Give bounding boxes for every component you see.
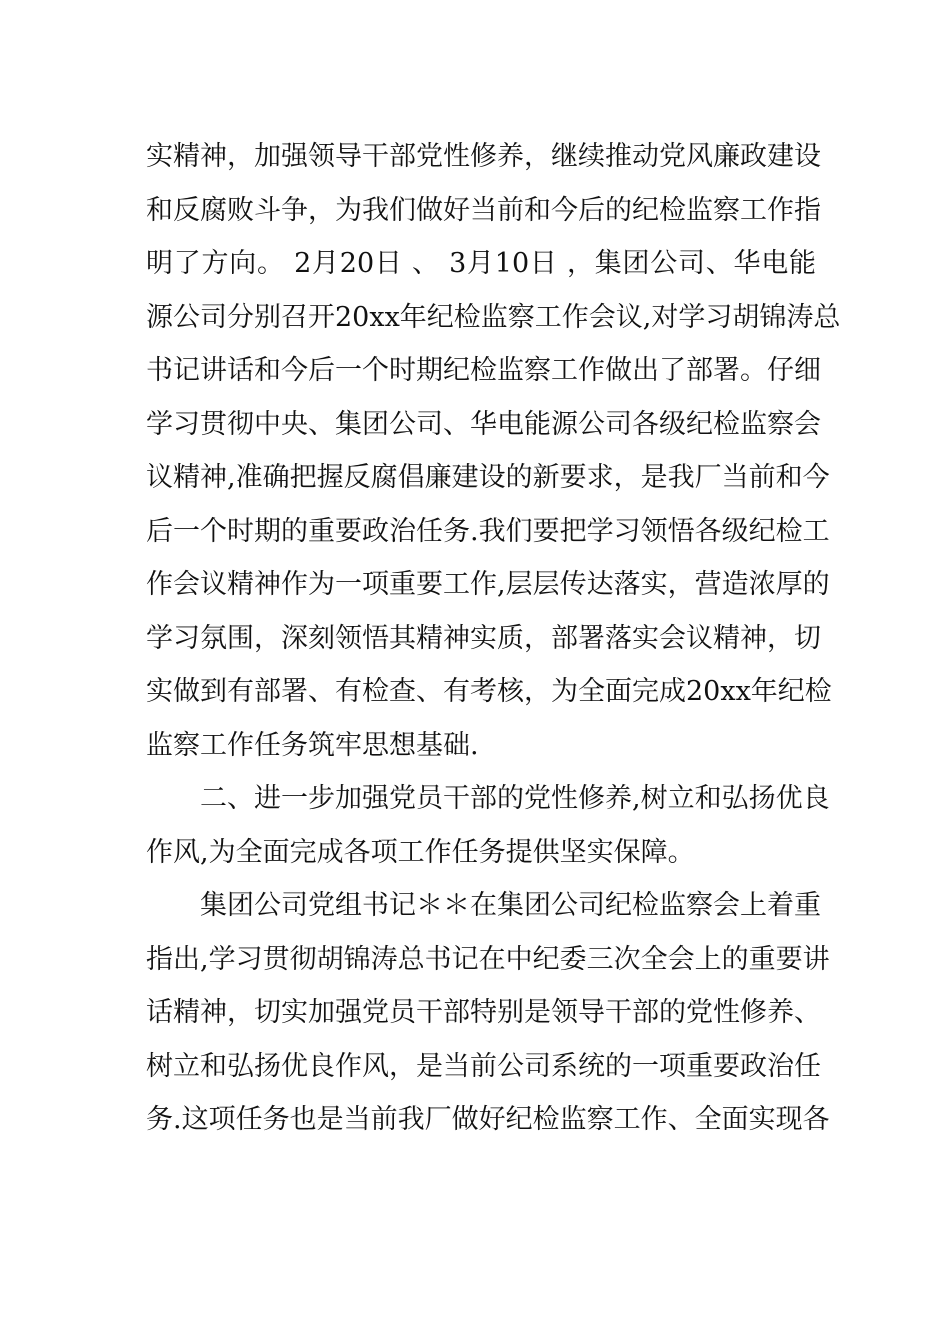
text-line: 树立和弘扬优良作风，是当前公司系统的一项重要政治任: [146, 1050, 821, 1082]
text-line: 集团公司党组书记＊＊在集团公司纪检监察会上着重: [200, 890, 821, 921]
text-line: 书记讲话和今后一个时期纪检监察工作做出了部署。仔细: [146, 355, 821, 386]
text-line: 监察工作任务筑牢思想基础.: [146, 729, 479, 761]
text-line: 二、进一步加强党员干部的党性修养,树立和弘扬优良: [200, 783, 830, 814]
text-line: 作会议精神作为一项重要工作,层层传达落实，营造浓厚的: [146, 569, 830, 600]
text-line: 实精神，加强领导干部党性修养，继续推动党风廉政建设: [146, 141, 821, 172]
text-line: 指出,学习贯彻胡锦涛总书记在中纪委三次全会上的重要讲: [146, 943, 830, 975]
text-line: 务.这项任务也是当前我厂做好纪检监察工作、全面实现各: [146, 1104, 830, 1135]
text-line: 源公司分别召开20xx年纪检监察工作会议,对学习胡锦涛总: [146, 301, 841, 333]
text-line: 话精神，切实加强党员干部特别是领导干部的党性修养、: [146, 997, 821, 1028]
text-line: 明了方向。 2月20日 、 3月10日 ，集团公司、华电能: [146, 248, 816, 279]
text-line: 后一个时期的重要政治任务.我们要把学习领悟各级纪检工: [146, 515, 830, 547]
text-line: 议精神,准确把握反腐倡廉建设的新要求，是我厂当前和今: [146, 462, 830, 493]
body-text: [146, 130, 841, 1147]
text-line: 学习氛围，深刻领悟其精神实质，部署落实会议精神，切: [146, 622, 821, 654]
text-line: 和反腐败斗争，为我们做好当前和今后的纪检监察工作指: [146, 194, 821, 226]
text-line: 实做到有部署、有检查、有考核，为全面完成20xx年纪检: [146, 676, 832, 707]
text-line: 学习贯彻中央、集团公司、华电能源公司各级纪检监察会: [146, 408, 821, 440]
text-line: 作风,为全面完成各项工作任务提供坚实保障。: [146, 836, 695, 868]
